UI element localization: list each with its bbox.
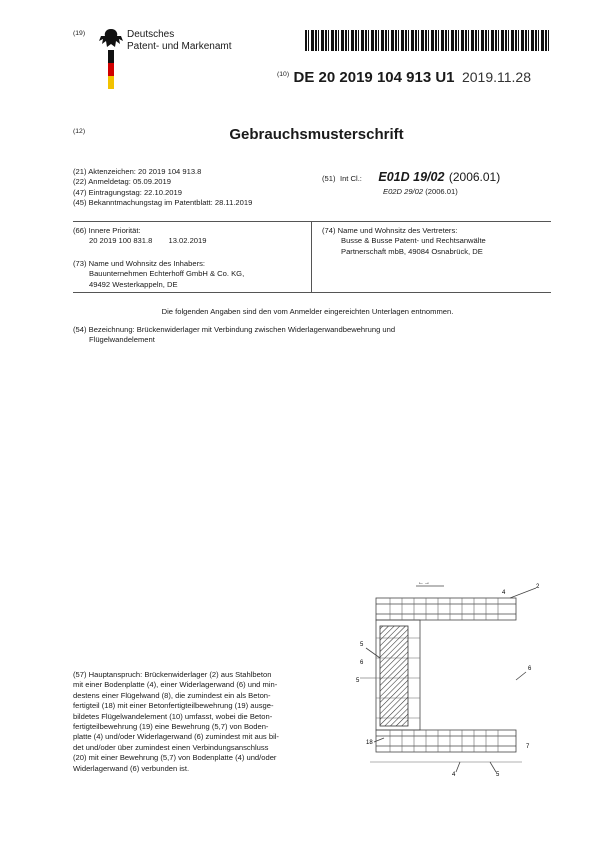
claim-text: Hauptanspruch: Brückenwiderlager (2) aus Stahlbeton: [88, 670, 272, 679]
publication-line: [277, 69, 531, 87]
reference-label: 5: [360, 642, 364, 648]
title-line1: Bezeichnung: Brückenwiderlager mit Verbindung zwischen Widerlagerwandbewehrung und: [88, 325, 396, 334]
reference-label: 5: [356, 678, 360, 684]
claim-line: destens einer Flügelwand (8), die zumindest ein als Beton-: [73, 690, 271, 700]
divider: [311, 221, 312, 292]
priority-number: 20 2019 100 831.8: [89, 236, 153, 246]
inid-code-10: (10): [277, 71, 290, 78]
inid-code-74: (74): [322, 226, 336, 235]
representative-address: Partnerschaft mbB, 49084 Osnabrück, DE: [341, 246, 483, 256]
reference-label: 5: [496, 772, 500, 778]
claim-line: platte (4) und/oder Widerlagerwand (6) zumindest mit aus bil-: [73, 732, 279, 742]
divider: [73, 221, 551, 222]
inid-code-73: (73): [73, 259, 87, 268]
reference-label: 6: [528, 666, 532, 672]
priority-block: [73, 226, 206, 247]
office-name-line1: Deutsches: [127, 29, 175, 40]
federal-eagle-logo: [98, 27, 124, 91]
owner-name: Bauunternehmen Echterhoff GmbH & Co. KG,: [89, 269, 245, 279]
biblio-row-22: [73, 177, 252, 187]
divider: [73, 292, 551, 293]
inid-code: (45): [73, 198, 87, 208]
notice-text: Die folgenden Angaben sind den vom Anmelder eingereichten Unterlagen entnommen.: [161, 307, 454, 316]
inid-code: (22): [73, 177, 87, 187]
representative-name: Busse & Busse Patent- und Rechtsanwälte: [341, 236, 486, 246]
barcode: [305, 30, 551, 51]
claim-line: (20) mit einer Bewehrung (5,7) von Bodenplatte (4) und/oder: [73, 753, 277, 763]
inid-code: (21): [73, 167, 87, 176]
document-type: [0, 126, 595, 143]
title-line1-row: [73, 325, 395, 335]
ipc-secondary-class: E02D 29/02: [383, 187, 424, 196]
priority-label: Innere Priorität:: [88, 226, 141, 235]
filing-number: Aktenzeichen: 20 2019 104 913.8: [88, 167, 202, 176]
biblio-left: [73, 167, 252, 209]
publication-date: 2019.11.28: [461, 69, 531, 85]
notice-line: [0, 307, 595, 317]
ipc-secondary-row: [383, 187, 500, 197]
inid-code-51: (51): [322, 174, 336, 183]
office-name: [127, 29, 232, 53]
technical-drawing: [340, 578, 550, 778]
reference-label: 18: [366, 740, 373, 746]
biblio-row-45: [73, 198, 252, 208]
owner-block: [73, 259, 244, 290]
reference-label: 4: [452, 772, 456, 778]
reference-label: 4: [502, 590, 506, 596]
publication-number: DE 20 2019 104 913 U1: [293, 69, 455, 86]
claim-line: mit einer Bodenplatte (4), einer Widerlagerwand (6) und min-: [73, 680, 278, 690]
priority-date: 13.02.2019: [168, 236, 207, 246]
representative-label: Name und Wohnsitz des Vertreters:: [337, 226, 458, 235]
biblio-row-21: [73, 167, 252, 177]
claim-line: fertigteilbewehrung (19) eine Bewehrung (5,7) von Boden-: [73, 722, 269, 732]
inid-code: (47): [73, 187, 87, 197]
claim-line: det und/oder über zumindest einen Verbindungsanschluss: [73, 742, 269, 752]
ipc-block: [322, 168, 500, 197]
title-block: [73, 325, 395, 346]
document-type-text: Gebrauchsmusterschrift: [229, 126, 404, 143]
registration-date: Eintragungstag: 22.10.2019: [88, 187, 182, 197]
representative-block: [322, 226, 486, 257]
office-name-line2: Patent- und Markenamt: [127, 41, 232, 52]
reference-label: 7: [526, 744, 530, 750]
owner-address: 49492 Westerkappeln, DE: [89, 279, 178, 289]
inid-code-66: (66): [73, 226, 87, 235]
ipc-main-class: E01D 19/02: [378, 170, 445, 184]
filing-date: Anmeldetag: 05.09.2019: [88, 177, 171, 187]
publication-notice-date: Bekanntmachungstag im Patentblatt: 28.11.2019: [88, 198, 253, 208]
reference-label: 2: [536, 584, 540, 590]
ipc-label: Int Cl.:: [339, 174, 362, 183]
ipc-secondary-version: (2006.01): [425, 187, 458, 196]
inid-code-19: (19): [73, 30, 86, 37]
ipc-main-row: [322, 168, 500, 186]
ipc-main-version: (2006.01): [448, 170, 501, 184]
biblio-row-47: [73, 188, 252, 198]
title-line2: Flügelwandelement: [89, 335, 155, 345]
inid-code-12: (12): [73, 128, 86, 135]
representative-label-row: [322, 226, 486, 236]
owner-label-row: [73, 259, 244, 269]
claim-line: bildetes Flügelwandelement (10) umfasst, wobei die Beton-: [73, 711, 273, 721]
claim-line: Widerlagerwand (6) verbunden ist.: [73, 763, 190, 773]
claim-line: fertigteil (18) mit einer Betonfertigteilbewehrung (19) ausge-: [73, 701, 274, 711]
claim-line-0: [73, 670, 313, 680]
dimension-label: ←→: [418, 580, 430, 586]
priority-value-row: [89, 236, 206, 246]
owner-label: Name und Wohnsitz des Inhabers:: [88, 259, 206, 268]
inid-code-57: (57): [73, 670, 87, 679]
main-claim: [73, 670, 313, 774]
inid-code-54: (54): [73, 325, 87, 334]
reference-label: 6: [360, 660, 364, 666]
priority-label-row: [73, 226, 206, 236]
